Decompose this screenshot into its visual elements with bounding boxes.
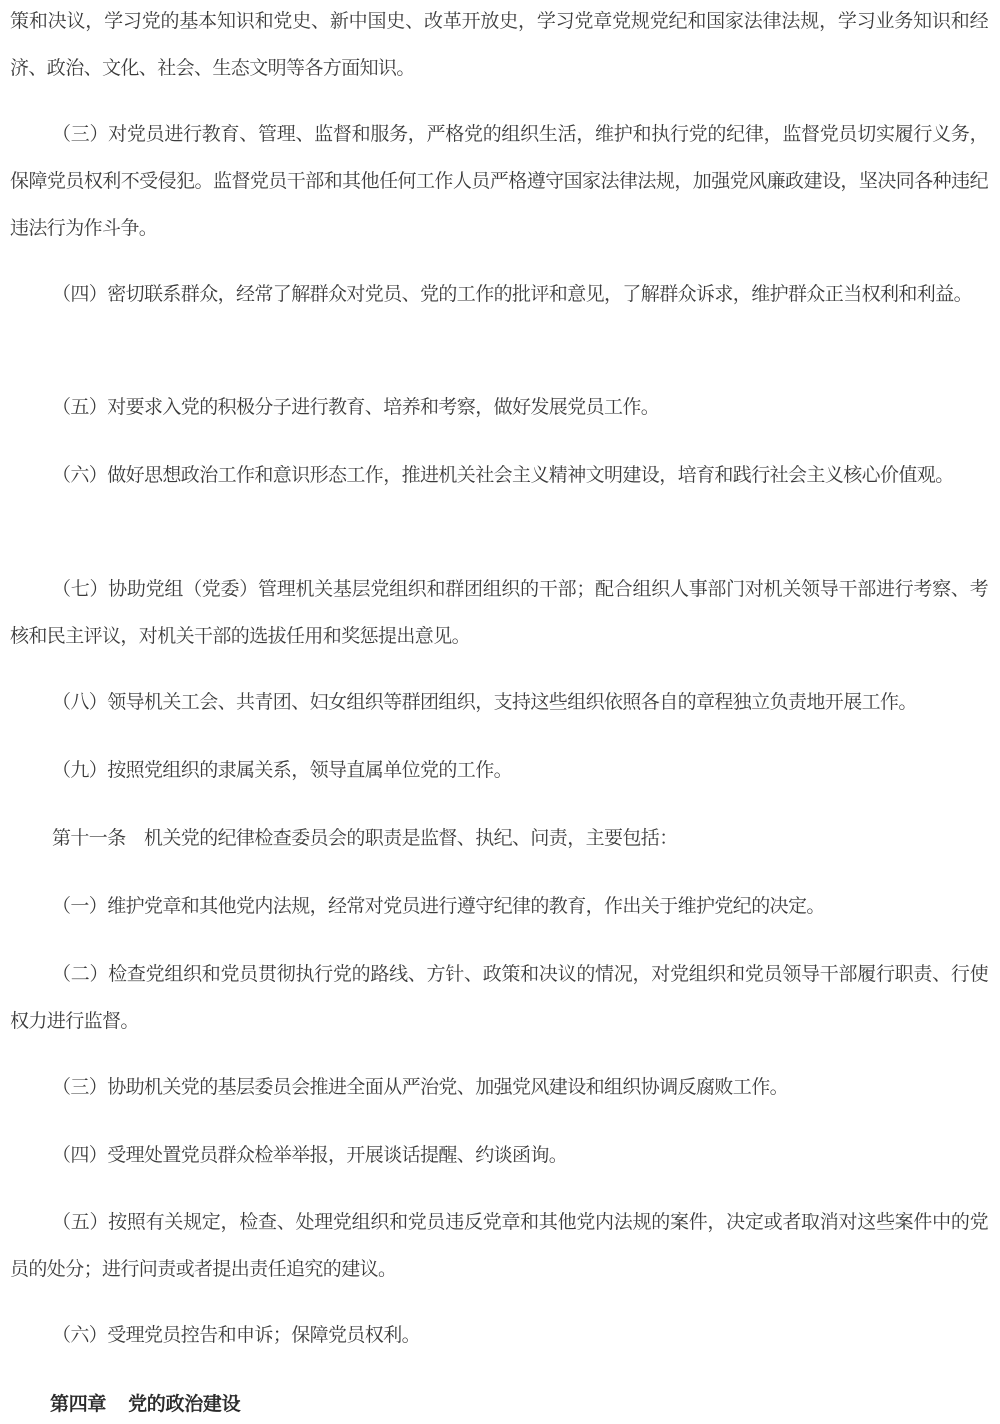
paragraph-discipline-item-3: （三）协助机关党的基层委员会推进全面从严治党、加强党风建设和组织协调反腐败工作。	[52, 1076, 789, 1098]
paragraph-discipline-item-6: （六）受理党员控告和申诉；保障党员权利。	[52, 1324, 421, 1346]
paragraph-article-11: 第十一条 机关党的纪律检查委员会的职责是监督、执纪、问责，主要包括：	[52, 827, 678, 849]
paragraph-continued-study: 策和决议，学习党的基本知识和党史、新中国史、改革开放史，学习党章党规党纪和国家法律法规，学习业务知识和经济、政治、文化、社会、生态文明等各方面知识。	[10, 10, 988, 79]
paragraph-item-5-activists: （五）对要求入党的积极分子进行教育、培养和考察，做好发展党员工作。	[52, 396, 660, 418]
paragraph-discipline-item-1: （一）维护党章和其他党内法规，经常对党员进行遵守纪律的教育，作出关于维护党纪的决定。	[52, 895, 825, 917]
paragraph-discipline-item-4: （四）受理处置党员群众检举举报，开展谈话提醒、约谈函询。	[52, 1144, 568, 1166]
paragraph-discipline-item-5: （五）按照有关规定，检查、处理党组织和党员违反党章和其他党内法规的案件，决定或者取消对这些案件中的党员的处分；进行问责或者提出责任追究的建议。	[10, 1211, 988, 1280]
paragraph-item-3-education: （三）对党员进行教育、管理、监督和服务，严格党的组织生活，维护和执行党的纪律，监督党员切实履行义务，保障党员权利不受侵犯。监督党员干部和其他任何工作人员严格遵守国家法律法规，加强党风廉政建设，坚决同各种违纪违法行为作斗争。	[10, 123, 988, 239]
chapter-heading	[50, 1384, 240, 1424]
paragraph-item-9-subordinates: （九）按照党组织的隶属关系，领导直属单位党的工作。	[52, 759, 513, 781]
paragraph-discipline-item-2: （二）检查党组织和党员贯彻执行党的路线、方针、政策和决议的情况，对党组织和党员领导干部履行职责、行使权力进行监督。	[10, 963, 988, 1032]
paragraph-item-4-masses: （四）密切联系群众，经常了解群众对党员、党的工作的批评和意见，了解群众诉求，维护群众正当权利和利益。	[52, 283, 973, 305]
chapter-number: 第四章	[50, 1393, 107, 1415]
chapter-title: 党的政治建设	[128, 1393, 241, 1415]
paragraph-item-8-mass-orgs: （八）领导机关工会、共青团、妇女组织等群团组织，支持这些组织依照各自的章程独立负责地开展工作。	[52, 691, 917, 713]
paragraph-item-7-cadres: （七）协助党组（党委）管理机关基层党组织和群团组织的干部；配合组织人事部门对机关领导干部进行考察、考核和民主评议，对机关干部的选拔任用和奖惩提出意见。	[10, 578, 988, 647]
paragraph-item-6-ideology: （六）做好思想政治工作和意识形态工作，推进机关社会主义精神文明建设，培育和践行社会主义核心价值观。	[52, 464, 954, 486]
